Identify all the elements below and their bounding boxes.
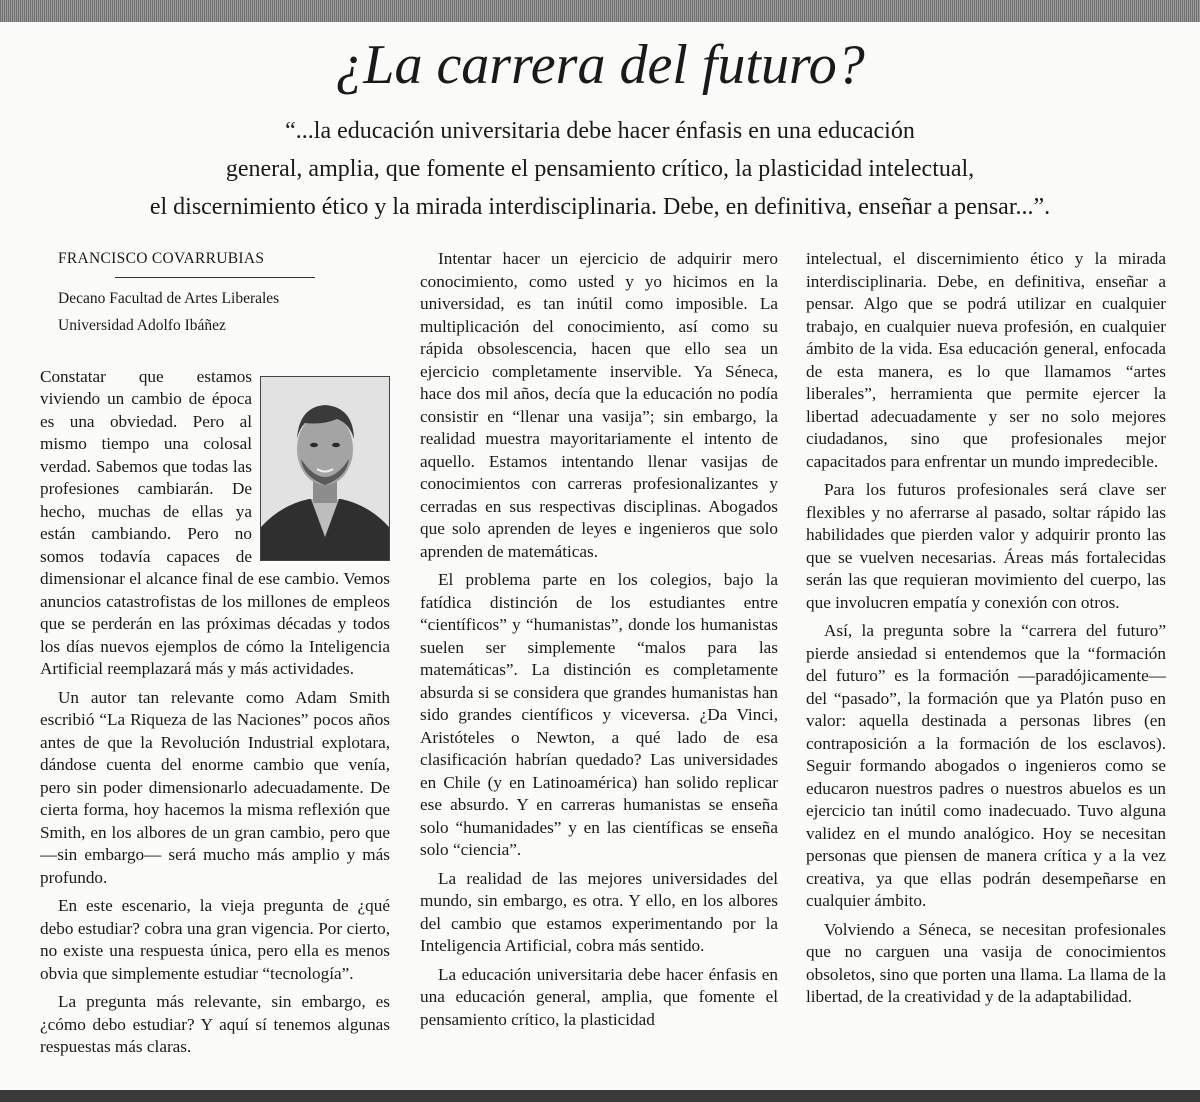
- article-title: ¿La carrera del futuro?: [335, 34, 865, 96]
- paragraph: La educación universitaria debe hacer énfasis en una educación general, amplia, que fomente el pensamiento crítico, la plasticidad: [420, 964, 778, 1029]
- author-role: Decano Facultad de Artes Liberales: [58, 289, 280, 307]
- author-portrait-photo: [260, 376, 390, 561]
- article-column-1: [40, 248, 390, 1065]
- paragraph: El problema parte en los colegios, bajo la fatídica distinción de los estudiantes entre “científicos” y “humanistas”, donde los humanistas suelen ser simplemente “malos para las matemáticas”. La distinción es completamente absurda si se considera que grandes humanistas han sido grandes científicos y viceversa. ¿Da Vinci, Aristóteles o Newton, a qué lado de esa clasificación habrían quedado? Las universidades en Chile (y en Latinoamérica) han solido replicar ese absurdo. Y en carreras humanistas se enseña solo “humanidades” y en las científicas se enseña solo “ciencia”.: [420, 570, 778, 859]
- byline: [40, 248, 390, 336]
- paragraph: Un autor tan relevante como Adam Smith escribió “La Riqueza de las Naciones” pocos años antes de que la Revolución Industrial explotara, dándose cuenta del enorme cambio que venía, pero sin poder dimensionarlo adecuadamente. De cierta forma, hoy hacemos la misma reflexión que Smith, en los albores de un gran cambio, pero que —sin embargo— será mucho más amplio y más profundo.: [40, 687, 390, 887]
- article-column-3: [806, 248, 1166, 1015]
- paragraph-text: Constatar que estamos viviendo un cambio de época es una obviedad. Pero al mismo tiempo una colosal verdad. Sabemos que todas las profesiones cambiarán. De hecho, muchas de ellas ya están cambiando. Pero no somos todavía capaces de dimensionar el alcance final de ese cambio. Vemos anuncios catastrofistas de los millones de empleos que se perderán en las próximas décadas y todos los días nuevos ejemplos de cómo la Inteligencia Artificial reemplazará más y más actividades.: [40, 366, 390, 678]
- author-institution: Universidad Adolfo Ibáñez: [58, 316, 226, 334]
- paragraph: Intentar hacer un ejercicio de adquirir mero conocimiento, como usted y yo hicimos en la universidad, es tan inútil como imposible. La multiplicación del conocimiento, así como su rápida obsolescencia, hacen que ello sea un ejercicio completamente inservible. Ya Séneca, hace dos mil años, decía que la educación no podía consistir en “llenar una vasija”; sin embargo, la realidad muestra mayoritariamente el intento de aquello. Estamos intentando llenar vasijas de conocimientos con carreras profesionalizantes y cerradas en sus respectivas disciplinas. Abogados que solo aprenden de leyes e ingenieros que solo aprenden de matemáticas.: [420, 249, 778, 561]
- paragraph: Volviendo a Séneca, se necesitan profesionales que no carguen una vasija de conocimientos obsoletos, sino que porten una llama. La llama de la libertad, de la creatividad y de la adaptabilidad.: [806, 919, 1166, 1006]
- paragraph: En este escenario, la vieja pregunta de ¿qué debo estudiar? cobra una gran vigencia. Por cierto, no existe una respuesta única, pero ella es menos obvia que simplemente estudiar “tecnología”.: [40, 896, 390, 983]
- paragraph: Así, la pregunta sobre la “carrera del futuro” pierde ansiedad si entendemos que la “formación del futuro” es la formación —paradójicamente— del “pasado”, la formación que ya Platón puso en valor: aquella destinada a personas libres (en contraposición a la formación de los esclavos). Seguir formando abogados o ingenieros como se educaron nuestros padres o nuestros abuelos es un ejercicio tan inútil como inadecuado. Tuvo alguna validez en el mundo analógico. Hoy se necesitan personas que piensen de manera crítica y a la vez creativa, ya que ellas podrán desempeñarse en cualquier ámbito.: [806, 621, 1166, 910]
- pull-quote-line: el discernimiento ético y la mirada interdisciplinaria. Debe, en definitiva, enseñar a pensar...”.: [149, 194, 1051, 220]
- pull-quote-line: general, amplia, que fomente el pensamiento crítico, la plasticidad intelectual,: [225, 156, 975, 182]
- paragraph: La realidad de las mejores universidades del mundo, sin embargo, es otra. Y ello, en los albores del cambio que estamos experimentando por la Inteligencia Artificial, cobra más sentido.: [420, 868, 778, 955]
- article-column-2: [420, 248, 778, 1037]
- bottom-band: [0, 1090, 1200, 1102]
- pull-quote-line: “...la educación universitaria debe hacer énfasis en una educación: [285, 118, 915, 144]
- paragraph: La pregunta más relevante, sin embargo, es ¿cómo debo estudiar? Y aquí sí tenemos algunas respuestas más claras.: [40, 992, 390, 1056]
- paragraph: Para los futuros profesionales será clave ser flexibles y no aferrarse al pasado, soltar rápido las habilidades que pierden valor y adquirir pronto las que se vuelven necesarias. Áreas más fortalecidas serán las que requieran movimiento del cuerpo, las que involucren empatía y conexión con otros.: [806, 480, 1166, 612]
- paragraph: [40, 366, 390, 681]
- author-name: FRANCISCO COVARRUBIAS: [58, 250, 265, 267]
- top-decorative-band: [0, 0, 1200, 22]
- paragraph: intelectual, el discernimiento ético y la mirada interdisciplinaria. Debe, en definitiva, enseñar a pensar. Algo que se podrá utilizar en cualquier trabajo, en cualquier nueva profesión, en cualquier ámbito de la vida. Esa educación general, enfocada de esta manera, es lo que llamamos “artes liberales”, herramienta que permite ejercer la libertad adecuadamente y ser no solo mejores ciudadanos, sino que profesionales mejor capacitados para enfrentar un mundo impredecible.: [806, 249, 1166, 471]
- author-rule: [115, 277, 315, 278]
- pull-quote: [40, 112, 1160, 226]
